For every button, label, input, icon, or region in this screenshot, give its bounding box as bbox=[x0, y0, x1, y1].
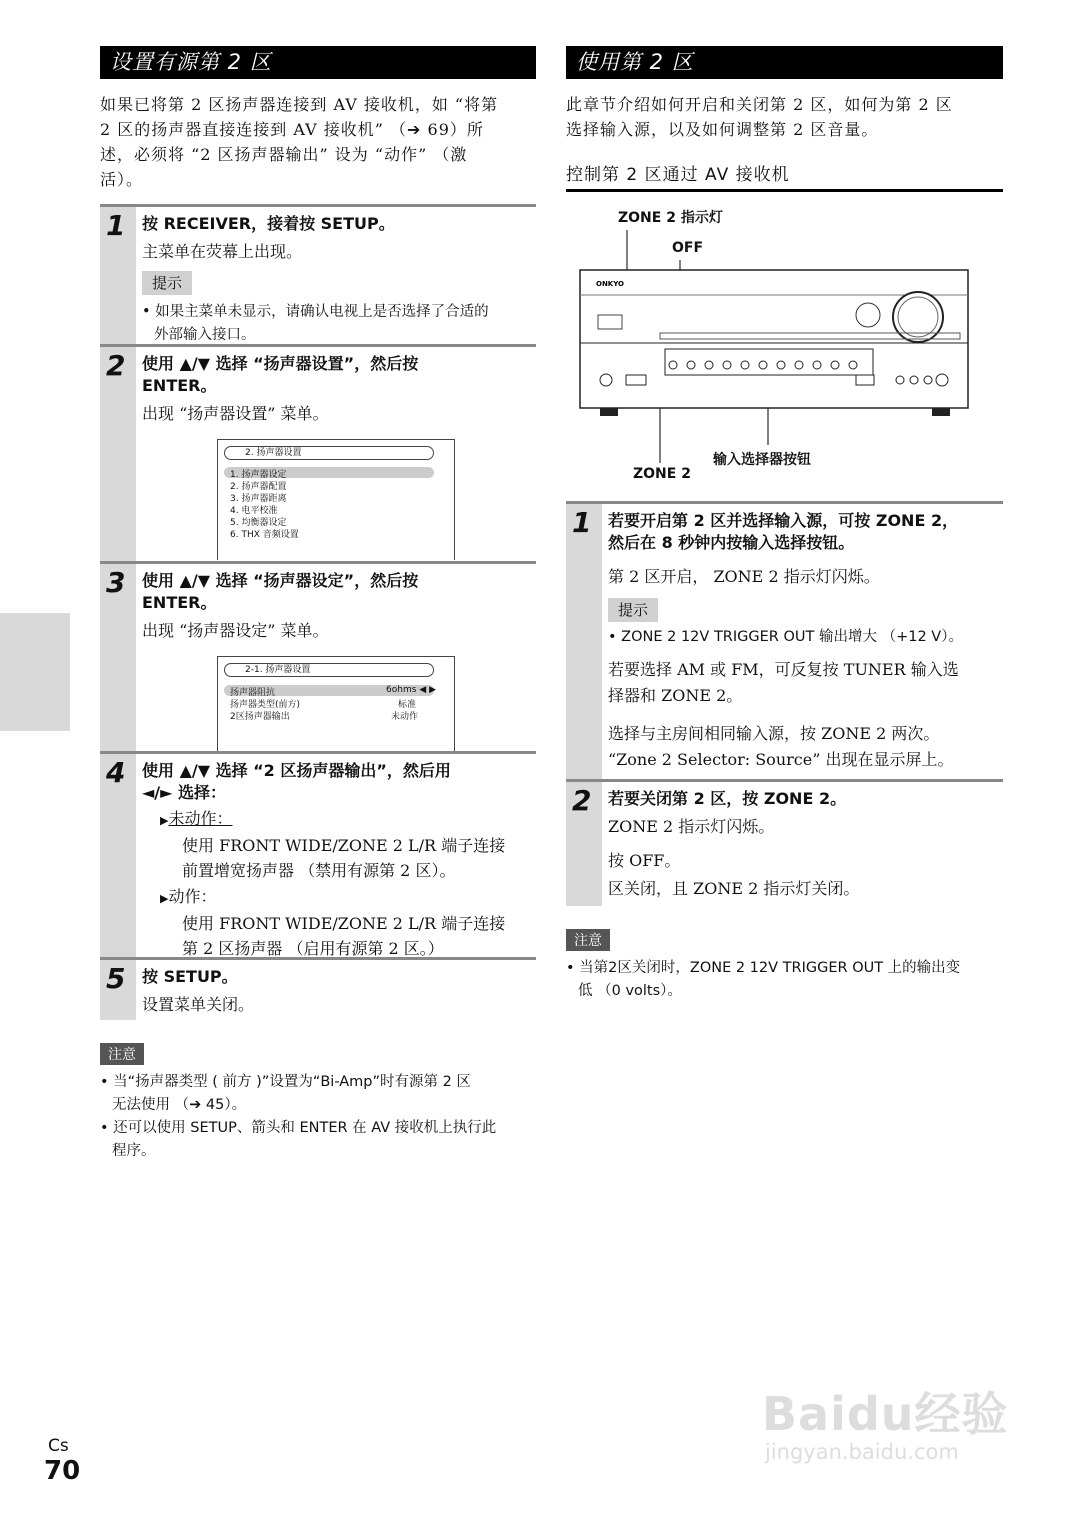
step-number: 1 bbox=[106, 209, 126, 242]
triangle-icon: ▶ bbox=[160, 814, 169, 827]
menu-title: 2. 扬声器设置 bbox=[224, 446, 434, 460]
note-text: • 当第2区关闭时，ZONE 2 12V TRIGGER OUT 上的输出变 bbox=[566, 960, 961, 976]
menu-row-value: 未动作 bbox=[390, 712, 418, 722]
note-label: 注意 bbox=[566, 929, 610, 951]
note-text: 无法使用 （➔ 45）。 bbox=[112, 1097, 247, 1113]
step-title-2: ENTER。 bbox=[142, 376, 217, 395]
step-title-2: ENTER。 bbox=[142, 593, 217, 612]
step-number: 2 bbox=[106, 349, 126, 382]
step-title: 若要开启第 2 区并选择输入源，可按 ZONE 2， bbox=[608, 511, 959, 530]
tip-text: 外部输入接口。 bbox=[154, 327, 256, 343]
note-label: 注意 bbox=[100, 1043, 144, 1065]
tip-label: 提示 bbox=[608, 598, 658, 622]
watermark-brand: Baidu经验 bbox=[762, 1387, 1009, 1441]
step-number: 5 bbox=[106, 962, 126, 995]
side-tab bbox=[0, 613, 70, 731]
note-text: 低 （0 volts）。 bbox=[578, 983, 682, 999]
step-text: 若要选择 AM 或 FM，可反复按 TUNER 输入选 bbox=[608, 660, 959, 679]
intro-line: 如果已将第 2 区扬声器连接到 AV 接收机，如 “将第 bbox=[100, 95, 499, 114]
note-text: 程序。 bbox=[112, 1143, 156, 1159]
step-title: 使用 ▲/▼ 选择 “扬声器设定”，然后按 bbox=[142, 571, 419, 590]
left-intro bbox=[100, 92, 540, 192]
left-step-4 bbox=[100, 751, 536, 958]
menu-item: 6. THX 音频设置 bbox=[230, 530, 299, 540]
menu-row-value: 标准 bbox=[397, 700, 416, 710]
language-code: Cs bbox=[48, 1436, 69, 1456]
option-off-label: 未动作： bbox=[168, 809, 233, 828]
left-step-2 bbox=[100, 344, 536, 561]
option-text: 第 2 区扬声器 （启用有源第 2 区。） bbox=[182, 939, 444, 958]
step-number: 4 bbox=[106, 756, 126, 789]
intro-line: 选择输入源，以及如何调整第 2 区音量。 bbox=[566, 120, 879, 139]
right-step-1 bbox=[566, 501, 1003, 782]
tip-text: • ZONE 2 12V TRIGGER OUT 输出增大 （+12 V）。 bbox=[608, 629, 963, 645]
menu-item: 5. 均衡器设定 bbox=[230, 518, 287, 528]
step-title: 按 SETUP。 bbox=[142, 967, 238, 986]
step-text: 按 OFF。 bbox=[608, 851, 681, 870]
menu-row-value: 6ohms ◀ ▶ bbox=[386, 685, 436, 695]
label-zone2: ZONE 2 bbox=[633, 466, 691, 482]
menu-title: 2-1. 扬声器设置 bbox=[224, 663, 434, 677]
left-note bbox=[100, 1043, 540, 1163]
intro-line: 活）。 bbox=[100, 170, 144, 189]
menu-item: 3. 扬声器距离 bbox=[230, 494, 287, 504]
triangle-icon: ▶ bbox=[160, 892, 169, 905]
note-text: • 当“扬声器类型 ( 前方 )”设置为“Bi-Amp”时有源第 2 区 bbox=[100, 1074, 471, 1090]
step-title: 使用 ▲/▼ 选择 “2 区扬声器输出”，然后用 bbox=[142, 761, 451, 780]
right-step-2 bbox=[566, 779, 1003, 906]
menu-item: 4. 电平校准 bbox=[230, 506, 278, 516]
step-text: ZONE 2 指示灯闪烁。 bbox=[608, 817, 775, 836]
menu-row-label: 扬声器阻抗 bbox=[230, 688, 276, 698]
brand-logo: ONKYO bbox=[596, 280, 625, 288]
step-number: 2 bbox=[572, 784, 592, 817]
menu-item: 2. 扬声器配置 bbox=[230, 482, 287, 492]
step-title-2: 然后在 8 秒钟内按输入选择按钮。 bbox=[608, 533, 855, 552]
step-number: 3 bbox=[106, 566, 126, 599]
step-text: “Zone 2 Selector: Source” 出现在显示屏上。 bbox=[608, 750, 954, 769]
step-title-2: ◄/► 选择： bbox=[142, 783, 227, 802]
intro-line: 2 区的扬声器直接连接到 AV 接收机” （➔ 69）所 bbox=[100, 120, 484, 139]
step-number: 1 bbox=[572, 506, 592, 539]
step-title: 使用 ▲/▼ 选择 “扬声器设置”，然后按 bbox=[142, 354, 419, 373]
step-text: 出现 “扬声器设置” 菜单。 bbox=[142, 404, 329, 423]
right-section-header: 使用第 2 区 bbox=[566, 46, 1003, 79]
left-section-header: 设置有源第 2 区 bbox=[100, 46, 536, 79]
speaker-setup-menu bbox=[217, 439, 455, 560]
watermark-url: jingyan.baidu.com bbox=[765, 1440, 959, 1464]
step-text: 出现 “扬声器设定” 菜单。 bbox=[142, 621, 329, 640]
note-text: • 还可以使用 SETUP、箭头和 ENTER 在 AV 接收机上执行此 bbox=[100, 1120, 497, 1136]
left-step-5 bbox=[100, 957, 536, 1020]
menu-row-label: 扬声器类型(前方) bbox=[230, 700, 301, 710]
step-text: 选择与主房间相同输入源，按 ZONE 2 两次。 bbox=[608, 724, 940, 743]
page-number: 70 bbox=[44, 1456, 81, 1486]
intro-line: 述，必须将 “2 区扬声器输出” 设为 “动作” （激 bbox=[100, 145, 468, 164]
option-text: 前置增宽扬声器 （禁用有源第 2 区）。 bbox=[182, 861, 456, 880]
tip-text: • 如果主菜单未显示，请确认电视上是否选择了合适的 bbox=[142, 304, 489, 320]
label-input-selectors: 输入选择器按钮 bbox=[713, 452, 811, 468]
label-off: OFF bbox=[672, 240, 704, 256]
step-text: 区关闭，且 ZONE 2 指示灯关闭。 bbox=[608, 879, 860, 898]
step-text: 择器和 ZONE 2。 bbox=[608, 686, 743, 705]
label-zone2-indicator: ZONE 2 指示灯 bbox=[618, 210, 723, 226]
right-subheading: 控制第 2 区通过 AV 接收机 bbox=[566, 160, 1003, 192]
step-text: 设置菜单关闭。 bbox=[142, 995, 255, 1014]
receiver-illustration bbox=[560, 225, 980, 475]
left-step-3 bbox=[100, 561, 536, 754]
intro-line: 此章节介绍如何开启和关闭第 2 区，如何为第 2 区 bbox=[566, 95, 953, 114]
left-step-1 bbox=[100, 204, 536, 345]
option-text: 使用 FRONT WIDE/ZONE 2 L/R 端子连接 bbox=[182, 914, 506, 933]
option-text: 使用 FRONT WIDE/ZONE 2 L/R 端子连接 bbox=[182, 836, 506, 855]
right-intro bbox=[566, 92, 1006, 142]
tip-label: 提示 bbox=[142, 271, 192, 295]
step-title: 若要关闭第 2 区，按 ZONE 2。 bbox=[608, 789, 847, 808]
step-text: 主菜单在荧幕上出现。 bbox=[142, 242, 303, 261]
step-text: 第 2 区开启， ZONE 2 指示灯闪烁。 bbox=[608, 567, 880, 586]
step-title: 按 RECEIVER，接着按 SETUP。 bbox=[142, 214, 395, 233]
speaker-settings-menu bbox=[217, 656, 455, 753]
menu-row-label: 2区扬声器输出 bbox=[230, 712, 290, 722]
menu-item: 1. 扬声器设定 bbox=[230, 470, 287, 480]
option-on-label: 动作： bbox=[168, 887, 217, 906]
right-note bbox=[566, 929, 1006, 1003]
